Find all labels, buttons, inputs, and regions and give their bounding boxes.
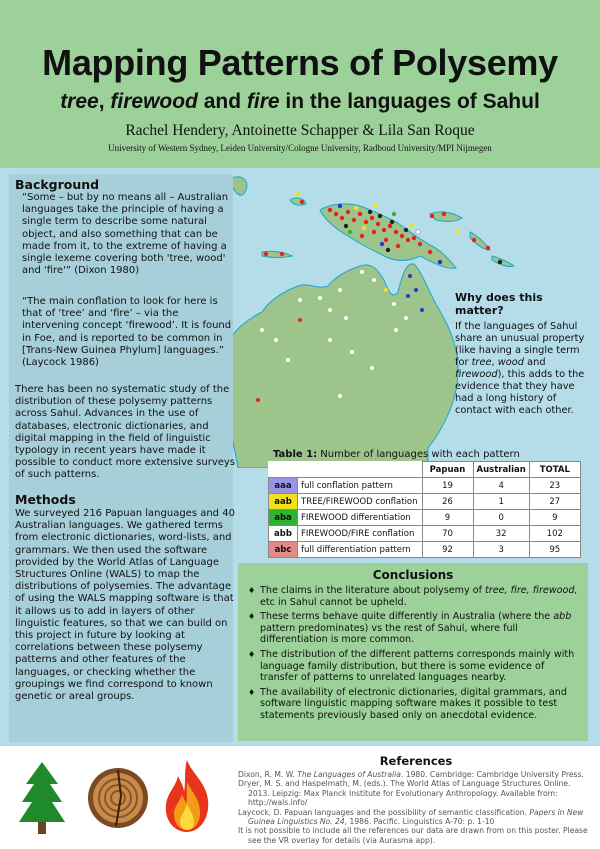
subtitle-tree: tree [60, 90, 99, 113]
why-tree: tree [471, 357, 492, 368]
australian-count: 1 [473, 494, 529, 510]
ref-3-pre: Laycock, D. Papuan languages and the possibility of semantic classification. [238, 807, 530, 817]
conclusions-heading: Conclusions [372, 568, 454, 582]
total-count: 95 [529, 542, 580, 558]
col-papuan: Papuan [422, 462, 473, 478]
pattern-code: abc [269, 542, 298, 558]
pattern-code: abb [269, 526, 298, 542]
conclusion-item: ♦ The availability of electronic dictionaries, digital grammars, and software linguistic mapping software makes it possible to test statements previously based only on anecdotal evidence. [248, 687, 582, 722]
subtitle-sep1: , [98, 90, 111, 113]
total-count: 27 [529, 494, 580, 510]
affiliations: University of Western Sydney, Leiden University/Cologne University, Radboud University/MPI Nijmegen [108, 143, 492, 153]
poster-header [0, 0, 600, 168]
table-row [269, 526, 581, 542]
conclusion-item [248, 611, 582, 646]
conclusion-item [248, 585, 582, 608]
pattern-desc: FIREWOOD differentiation [298, 510, 423, 526]
table-header-row [269, 462, 581, 478]
reference-item: Dryer, M. S. and Haspelmath, M. (eds.). The World Atlas of Language Structures Online. 2013. Leipzig: Max Planck Institute for Evolutionary Anthropology. Available from: http://wals.info/ [238, 779, 571, 808]
methods-heading: Methods [15, 492, 76, 507]
fire-icon [162, 758, 212, 834]
background-heading: Background [15, 177, 100, 192]
subtitle-firewood: firewood [110, 90, 198, 113]
conclusions-list [238, 585, 588, 725]
tree-icon [18, 760, 66, 836]
background-quote-laycock: “The main conflation to look for here is that of ‘tree’ and ‘fire’ – via the intervening concept ‘firewood’. It is found in Foe, and is reported to be common in [Trans-New Guinea Phylum] languages.” (Laycock 1986) [22, 296, 232, 369]
footer [0, 746, 600, 849]
australian-count: 4 [473, 478, 529, 494]
firewood-log-icon [86, 766, 150, 830]
pattern-code: aba [269, 510, 298, 526]
pattern-code: aaa [269, 478, 298, 494]
subtitle-rest: in the languages of Sahul [279, 90, 540, 113]
island-sulawesi [232, 177, 247, 195]
total-count: 102 [529, 526, 580, 542]
pattern-table [268, 461, 581, 558]
table-row [269, 542, 581, 558]
conclusion-1-pre: The claims in the literature about polysemy of [260, 585, 486, 596]
conclusion-2-post: pattern predominates) vs the rest of Sahul, where full differentiation is more common. [260, 622, 518, 646]
ref-3-post: , 1986. Pacific. Linguistics A-70: p. 1-10 [344, 817, 495, 827]
poster-title: Mapping Patterns of Polysemy [42, 42, 558, 83]
total-count: 9 [529, 510, 580, 526]
pattern-desc: FIREWOOD/FIRE conflation [298, 526, 423, 542]
why-firewood: firewood [455, 369, 498, 380]
total-count: 23 [529, 478, 580, 494]
table-row [269, 510, 581, 526]
col-australian: Australian [473, 462, 529, 478]
ref-1-italic: The Languages of Australia [297, 770, 401, 779]
header-blank-code [269, 462, 298, 478]
conclusion-1-post: etc in Sahul cannot be upheld. [260, 596, 407, 608]
header-blank-desc [298, 462, 423, 478]
methods-text: We surveyed 216 Papuan languages and 40 Australian languages. We gathered terms from electronic dictionaries, word-lists, and grammars. We then used the software provided by the World Atlas of Language Structures Online (WALS) to map the distributions of polysemies. The advantage of using the WALS mapping software is that it allows us to add in layers of other linguistic features, so that we can build on this project in future by looking at correlations between these polysemy patterns and other features of the languages, or checking whether the groupings we find correspond to known genetic or areal groups. [15, 508, 235, 703]
table-caption [273, 449, 520, 460]
table-row [269, 478, 581, 494]
australian-count: 0 [473, 510, 529, 526]
pattern-desc: full differentiation pattern [298, 542, 423, 558]
background-paragraph: There has been no systematic study of the distribution of these polysemy patterns across Sahul. Advances in the use of databases, electronic dictionaries, and digital mapping in the field of linguistic typology in recent years have made it possible to conduct more extensive surveys of such patterns. [15, 384, 236, 481]
papuan-count: 26 [422, 494, 473, 510]
why-heading: Why does this matter? [455, 291, 543, 317]
papuan-count: 19 [422, 478, 473, 494]
col-total: TOTAL [529, 462, 580, 478]
why-and: and [524, 357, 546, 368]
ref-1-post: . 1980. Cambridge: Cambridge University Press. [400, 770, 584, 779]
authors: Rachel Hendery, Antoinette Schapper & Lila San Roque [125, 122, 475, 139]
ref-3-italic: Papers in New Guinea Linguistics No. 24 [248, 807, 584, 827]
papuan-count: 9 [422, 510, 473, 526]
why-text [455, 321, 595, 417]
table-caption-text: Number of languages with each pattern [317, 449, 520, 460]
table-caption-label: Table 1: [273, 449, 318, 460]
subtitle-fire: fire [246, 90, 280, 113]
why-text-1: If the languages of Sahul share an unusual property (like having a single term for [455, 321, 585, 368]
poster-subtitle [0, 90, 600, 114]
papuan-count: 92 [422, 542, 473, 558]
australia-landmass [223, 264, 458, 468]
why-section [455, 291, 595, 417]
reference-item [238, 770, 594, 779]
papuan-count: 70 [422, 526, 473, 542]
conclusion-2-italic: abb [553, 611, 572, 623]
australian-count: 3 [473, 542, 529, 558]
why-wood: wood [497, 357, 524, 368]
pattern-desc: TREE/FIREWOOD conflation [298, 494, 423, 510]
ref-1-pre: Dixon, R. M. W. [238, 770, 298, 779]
pattern-code: aab [269, 494, 298, 510]
conclusions-box [238, 563, 588, 741]
references-list [238, 770, 594, 845]
pattern-desc: full conflation pattern [298, 478, 423, 494]
reference-note: It is not possible to include all the references our data are drawn from on this poster. Please see the VR overlay for details (via Aurasma app). [238, 826, 588, 845]
why-text-2: ), this adds to the evidence that they have had a long history of contact with each other. [455, 369, 585, 416]
why-comma: , [491, 357, 498, 368]
table-row [269, 494, 581, 510]
references-heading: References [379, 754, 453, 768]
conclusion-2-pre: These terms behave quite differently in Australia (where the [260, 611, 554, 623]
conclusion-1-italic: tree, fire, firewood, [485, 585, 578, 596]
subtitle-sep2: and [197, 90, 247, 113]
island-solomons [492, 256, 514, 267]
conclusion-item: ♦ The distribution of the different patterns corresponds mainly with language family distribution, but there is some evidence of transfer of patterns to unrelated languages nearby. [248, 649, 582, 684]
reference-item [238, 808, 594, 827]
background-quote-dixon: “Some – but by no means all – Australian languages take the principle of having a single term to describe some natural object, and also something that can be made from it, to the extreme of having a single lexeme covering both 'tree, wood' and 'fire'” (Dixon 1980) [22, 192, 229, 277]
australian-count: 32 [473, 526, 529, 542]
